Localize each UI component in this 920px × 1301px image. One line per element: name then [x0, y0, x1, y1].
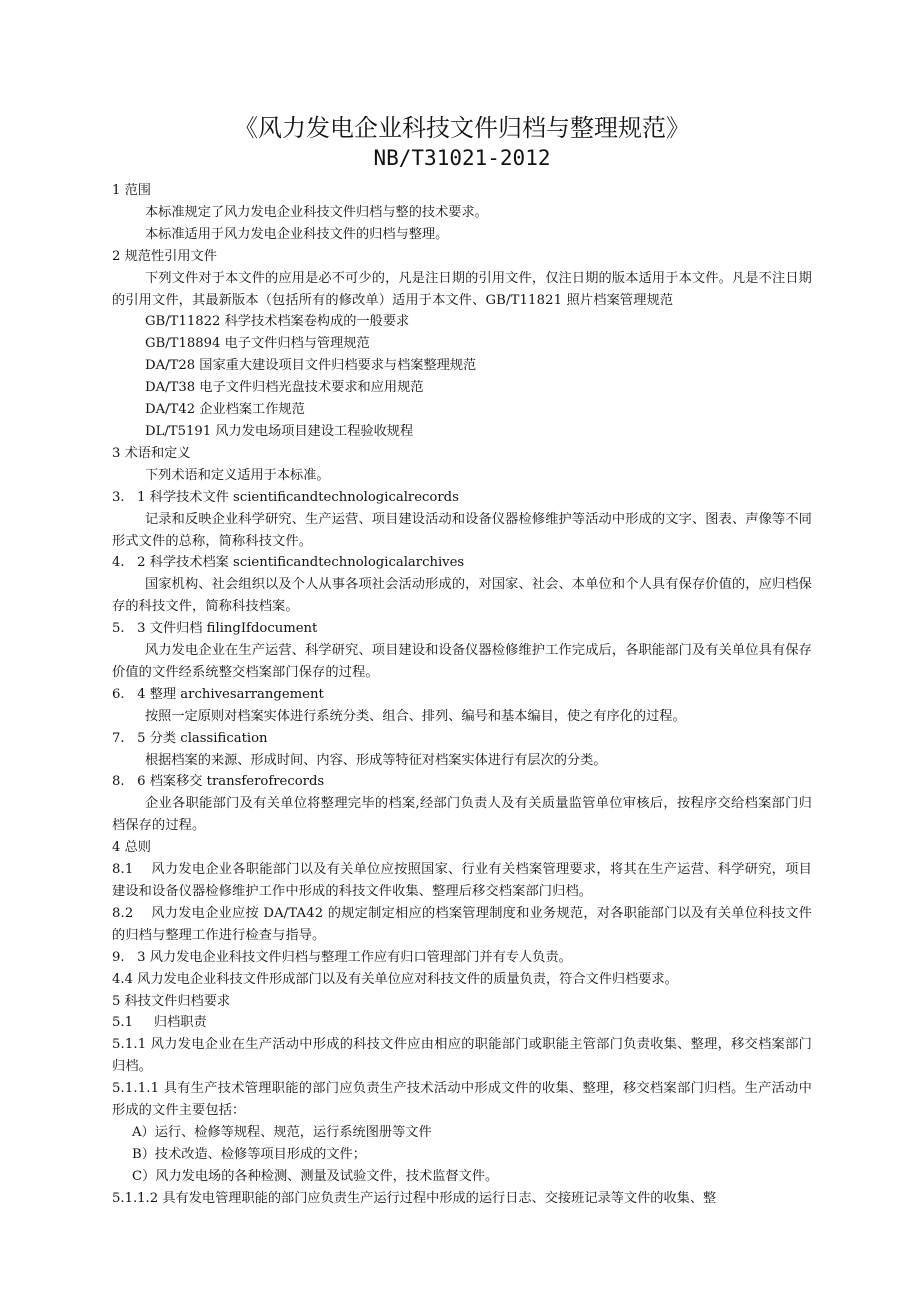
clause: 5.1.1.2 具有发电管理职能的部门应负责生产运行过程中形成的运行日志、交接班记录等文件的收集、整 [112, 1190, 717, 1206]
section-4-heading: 4 总则 [112, 840, 151, 856]
reference-item: GB/T18894 电子文件归档与管理规范 [145, 336, 370, 352]
paragraph: 本标准适用于风力发电企业科技文件的归档与整理。 [145, 226, 449, 242]
standard-code: NB/T31021-2012 [373, 146, 551, 170]
term-definition: 记录和反映企业科学研究、生产运营、项目建设活动和设备仪器检修维护等活动中形成的文字、图表、声像等不同形式文件的总称，简称科技文件。 [112, 511, 812, 549]
paragraph: 下列术语和定义适用于本标准。 [145, 467, 330, 483]
term-heading: 3. 1 科学技术文件 scientificandtechnologicalrecords [112, 489, 459, 505]
section-3-heading: 3 术语和定义 [112, 445, 191, 461]
term-definition: 风力发电企业在生产运营、科学研究、项目建设和设备仪器检修维护工作完成后，各职能部门及有关单位具有保存价值的文件经系统整交档案部门保存的过程。 [112, 643, 812, 680]
term-heading: 7. 5 分类 classification [112, 730, 268, 746]
term-heading: 8. 6 档案移交 transferofrecords [112, 774, 325, 790]
term-heading: 5. 3 文件归档 filingIfdocument [112, 621, 318, 637]
document-page [112, 112, 812, 1210]
clause: 4.4 风力发电企业科技文件形成部门以及有关单位应对科技文件的质量负责，符合文件归档要求。 [112, 971, 678, 987]
reference-item: DA/T28 国家重大建设项目文件归档要求与档案整理规范 [145, 358, 477, 374]
term-definition: 企业各职能部门及有关单位将整理完毕的档案,经部门负责人及有关质量监管单位审核后，按程序交给档案部门归档保存的过程。 [112, 796, 812, 834]
term-definition: 根据档案的来源、形成时间、内容、形成等特征对档案实体进行有层次的分类。 [145, 752, 607, 768]
term-heading: 6. 4 整理 archivesarrangement [112, 686, 324, 702]
section-1-heading: 1 范围 [112, 183, 151, 198]
paragraph: 下列文件对于本文件的应用是必不可少的，凡是注日期的引用文件，仅注日期的版本适用于本文件。凡是不注日期的引用文件，其最新版本（包括所有的修改单）适用于本文件、GB/T11821 照片档案管理规范 [112, 270, 812, 308]
reference-item: DL/T5191 风力发电场项目建设工程验收规程 [145, 423, 414, 439]
paragraph: 本标准规定了风力发电企业科技文件归档与整的技术要求。 [145, 204, 488, 220]
list-item: A）运行、检修等规程、规范，运行系统图册等文件 [132, 1124, 432, 1140]
clause: 9. 3 风力发电企业科技文件归档与整理工作应有归口管理部门并有专人负责。 [112, 949, 572, 965]
clause: 5.1.1 风力发电企业在生产活动中形成的科技文件应由相应的职能部门或职能主管部门负责收集、整理，移交档案部门归档。 [112, 1037, 812, 1075]
term-definition: 国家机构、社会组织以及个人从事各项社会活动形成的，对国家、社会、本单位和个人具有保存价值的，应归档保存的科技文件，简称科技档案。 [112, 577, 812, 615]
reference-item: GB/T11822 科学技术档案卷构成的一般要求 [145, 314, 410, 330]
document-title: 《风力发电企业科技文件归档与整理规范》 [234, 114, 690, 142]
reference-item: DA/T42 企业档案工作规范 [145, 402, 305, 418]
subsection-heading: 5.1 归档职责 [112, 1015, 207, 1031]
reference-item: DA/T38 电子文件归档光盘技术要求和应用规范 [145, 380, 424, 396]
section-2-heading: 2 规范性引用文件 [112, 248, 217, 264]
term-heading: 4. 2 科学技术档案 scientificandtechnologicalarchives [112, 555, 465, 571]
clause: 8.1 风力发电企业各职能部门以及有关单位应按照国家、行业有关档案管理要求，将其在生产运营、科学研究，项目建设和设备仪器检修维护工作中形成的科技文件收集、整理后移交档案部门归档。 [112, 862, 812, 899]
term-definition: 按照一定原则对档案实体进行系统分类、组合、排列、编号和基本编目，使之有序化的过程。 [145, 708, 686, 724]
list-item: B）技术改造、检修等项目形成的文件； [132, 1146, 366, 1162]
list-item: C）风力发电场的各种检测、测量及试验文件，技术监督文件。 [132, 1168, 499, 1184]
clause: 8.2 风力发电企业应按 DA/TA42 的规定制定相应的档案管理制度和业务规范，对各职能部门以及有关单位科技文件的归档与整理工作进行检查与指导。 [112, 905, 812, 943]
clause: 5.1.1.1 具有生产技术管理职能的部门应负责生产技术活动中形成文件的收集、整理，移交档案部门归档。生产活动中形成的文件主要包括： [112, 1081, 812, 1119]
section-5-heading: 5 科技文件归档要求 [112, 993, 231, 1009]
